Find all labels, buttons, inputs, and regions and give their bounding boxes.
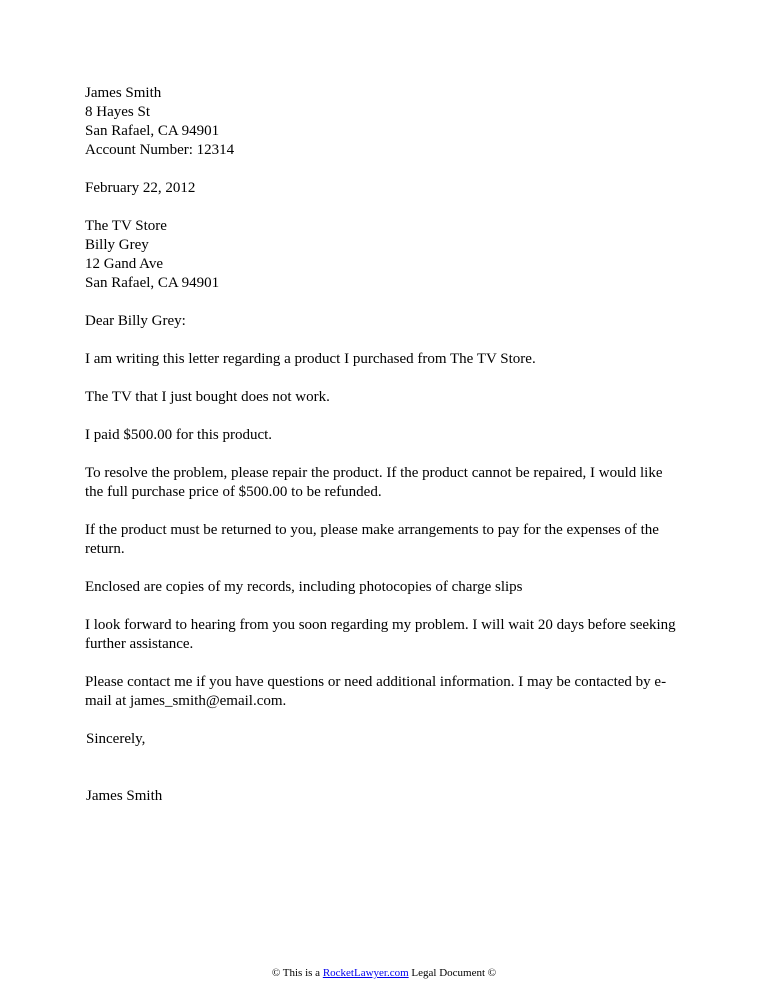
- letter-date: [85, 179, 685, 198]
- paragraph: [85, 578, 685, 597]
- paragraph-line: mail at james_smith@email.com.: [85, 693, 287, 709]
- recipient-street: 12 Gand Ave: [85, 256, 164, 272]
- paragraph-line: If the product must be returned to you, please make arrangements to pay for the expenses of the: [85, 522, 659, 538]
- date-text: February 22, 2012: [85, 180, 196, 196]
- recipient-company: The TV Store: [85, 218, 167, 234]
- paragraph: [85, 350, 685, 369]
- paragraph: [85, 673, 685, 711]
- sender-name: James Smith: [85, 85, 162, 101]
- paragraph-line: return.: [85, 541, 125, 557]
- footer-prefix: © This is a: [271, 967, 323, 979]
- paragraph-line: Please contact me if you have questions or need additional information. I may be contacted by e-: [85, 674, 667, 690]
- rocketlawyer-link[interactable]: RocketLawyer.com: [322, 967, 409, 979]
- recipient-address: [85, 217, 685, 293]
- salutation-text: Dear Billy Grey:: [85, 313, 186, 329]
- sender-city-state-zip: San Rafael, CA 94901: [85, 123, 220, 139]
- paragraph-line: I am writing this letter regarding a product I purchased from The TV Store.: [85, 351, 536, 367]
- signature-name: James Smith: [86, 788, 163, 804]
- sender-account-number: Account Number: 12314: [85, 142, 235, 158]
- signature: [86, 787, 685, 806]
- recipient-name: Billy Grey: [85, 237, 149, 253]
- salutation: [85, 312, 685, 331]
- paragraph-line: Enclosed are copies of my records, including photocopies of charge slips: [85, 579, 523, 595]
- paragraph-line: The TV that I just bought does not work.: [85, 389, 330, 405]
- footer: [0, 966, 768, 980]
- sender-street: 8 Hayes St: [85, 104, 150, 120]
- paragraph-line: I paid $500.00 for this product.: [85, 427, 273, 443]
- paragraph: [85, 616, 685, 654]
- paragraph: [85, 464, 685, 502]
- paragraph: [85, 388, 685, 407]
- paragraph-line: I look forward to hearing from you soon regarding my problem. I will wait 20 days before seeking: [85, 617, 676, 633]
- letter-body: [85, 84, 685, 806]
- paragraph: [85, 521, 685, 559]
- footer-suffix: Legal Document ©: [408, 967, 497, 979]
- closing: [86, 730, 685, 749]
- paragraph: [85, 426, 685, 445]
- paragraph-line: To resolve the problem, please repair the product. If the product cannot be repaired, I would like: [85, 465, 663, 481]
- paragraph-line: further assistance.: [85, 636, 194, 652]
- sender-address: [85, 84, 685, 160]
- closing-text: Sincerely,: [86, 731, 146, 747]
- paragraph-line: the full purchase price of $500.00 to be refunded.: [85, 484, 382, 500]
- recipient-city-state-zip: San Rafael, CA 94901: [85, 275, 220, 291]
